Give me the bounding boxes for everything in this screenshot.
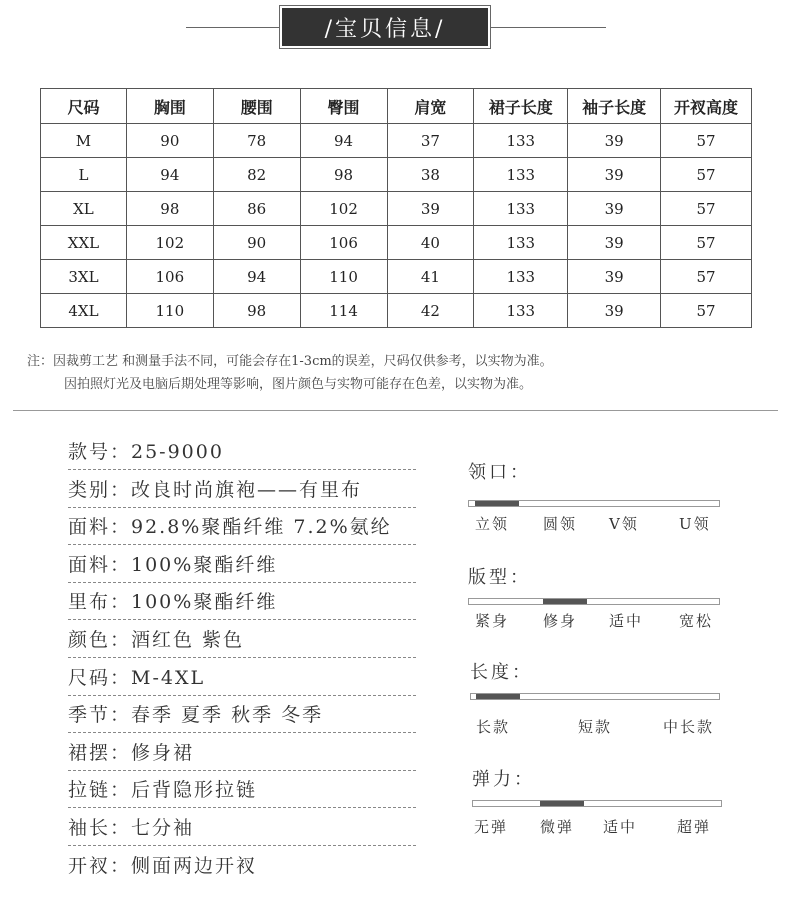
table-cell: 57 [661,158,752,192]
header-shoulder: 肩宽 [387,89,474,124]
table-row [41,158,752,192]
note-line-2: 因拍照灯光及电脑后期处理等影响，图片颜色与实物可能存在色差，以实物为准。 [64,377,533,392]
table-cell: 133 [474,192,568,226]
table-cell: 78 [213,124,300,158]
table-cell: 57 [661,192,752,226]
table-cell: 42 [387,294,474,328]
table-cell: 39 [568,294,661,328]
spec-text: 尺码：M-4XL [68,666,206,689]
header-waist: 腰围 [213,89,300,124]
spec-text: 面料：100%聚酯纤维 [68,553,278,576]
attribute-option: 立领 [475,515,510,533]
table-cell: 106 [300,226,387,260]
spec-text: 里布：100%聚酯纤维 [68,591,278,614]
table-cell: 106 [126,260,213,294]
table-cell: 4XL [41,294,127,328]
attribute-option: 中长款 [663,718,715,736]
attribute-option: 适中 [609,612,644,630]
table-cell: 39 [568,192,661,226]
spec-text: 裙摆：修身裙 [68,741,195,764]
size-table [40,88,752,328]
header-sleeve-length: 袖子长度 [568,89,661,124]
attribute-title: 长度： [470,662,533,683]
table-cell: 57 [661,294,752,328]
table-cell: XL [41,192,127,226]
note-line-1: 注：因裁剪工艺 和测量手法不同，可能会存在1-3cm的误差，尺码仅供参考，以实物为准。 [27,354,553,369]
attribute-scale-indicator [475,501,519,506]
attribute-option: 适中 [603,818,638,836]
attribute-scale-indicator [543,599,587,604]
table-cell: 39 [568,124,661,158]
table-cell: 90 [213,226,300,260]
spec-row [68,508,416,545]
spec-row [68,471,416,508]
spec-row [68,583,416,620]
table-cell: 57 [661,260,752,294]
table-cell: 98 [126,192,213,226]
table-cell: 110 [126,294,213,328]
spec-row [68,659,416,696]
attribute-option: 微弹 [540,818,575,836]
header-dress-length: 裙子长度 [474,89,568,124]
spec-text: 类别：改良时尚旗袍——有里布 [68,478,363,501]
attribute-scale-indicator [476,694,520,699]
size-table-header-row [41,89,752,124]
spec-text: 面料：92.8%聚酯纤维 7.2%氨纶 [68,516,392,539]
table-row [41,226,752,260]
attribute-option: 紧身 [475,612,510,630]
spec-row [68,734,416,771]
spec-text: 拉链：后背隐形拉链 [68,779,258,802]
attribute-option: 超弹 [677,818,712,836]
attribute-option: 短款 [578,718,613,736]
attribute-scale-indicator [540,801,584,806]
spec-row [68,433,416,470]
spec-text: 季节：春季 夏季 秋季 冬季 [68,704,324,727]
table-cell: 94 [213,260,300,294]
attribute-title: 领口： [468,462,531,483]
table-cell: 102 [300,192,387,226]
table-cell: 38 [387,158,474,192]
table-cell: 133 [474,294,568,328]
table-cell: 133 [474,226,568,260]
table-cell: XXL [41,226,127,260]
attribute-option: 宽松 [679,612,714,630]
attribute-option: 无弹 [474,818,509,836]
table-cell: 3XL [41,260,127,294]
table-cell: L [41,158,127,192]
table-cell: 57 [661,226,752,260]
title-line-left [186,27,279,28]
table-cell: 94 [300,124,387,158]
attribute-scale-bar [468,500,720,507]
attribute-option: V领 [609,515,639,533]
table-cell: 133 [474,124,568,158]
section-title-text: /宝贝信息/ [282,8,488,46]
attribute-option: 圆领 [543,515,578,533]
spec-row [68,847,416,884]
spec-text: 袖长：七分袖 [68,817,195,839]
title-line-right [491,27,606,28]
table-cell: 98 [213,294,300,328]
table-cell: 57 [661,124,752,158]
table-row [41,294,752,328]
attribute-scale-bar [468,598,720,605]
spec-row [68,696,416,733]
header-hip: 臀围 [300,89,387,124]
attribute-scale-bar [472,800,722,807]
table-cell: 40 [387,226,474,260]
attribute-title: 弹力： [472,769,535,790]
table-cell: M [41,124,127,158]
spec-text: 颜色：酒红色 紫色 [68,629,245,651]
spec-row [68,771,416,808]
table-cell: 110 [300,260,387,294]
spec-row [68,621,416,658]
table-cell: 102 [126,226,213,260]
attribute-scale-bar [470,693,720,700]
attribute-title: 版型： [468,567,531,588]
header-size: 尺码 [41,89,127,124]
table-cell: 39 [568,260,661,294]
attribute-option: 长款 [476,718,511,736]
table-cell: 98 [300,158,387,192]
section-title [279,5,491,49]
table-cell: 82 [213,158,300,192]
table-cell: 41 [387,260,474,294]
header-slit-height: 开衩高度 [661,89,752,124]
attribute-option: 修身 [543,612,578,630]
table-row [41,124,752,158]
spec-row [68,809,416,846]
table-cell: 90 [126,124,213,158]
table-cell: 37 [387,124,474,158]
section-divider [13,410,778,411]
table-cell: 86 [213,192,300,226]
table-cell: 39 [568,158,661,192]
table-cell: 133 [474,158,568,192]
spec-text: 款号：25-9000 [68,441,224,463]
table-cell: 39 [568,226,661,260]
spec-text: 开衩：侧面两边开衩 [68,854,258,877]
attribute-option: U领 [679,515,711,533]
header-bust: 胸围 [126,89,213,124]
table-cell: 133 [474,260,568,294]
table-cell: 94 [126,158,213,192]
table-cell: 114 [300,294,387,328]
table-cell: 39 [387,192,474,226]
table-row [41,260,752,294]
table-row [41,192,752,226]
spec-row [68,546,416,583]
